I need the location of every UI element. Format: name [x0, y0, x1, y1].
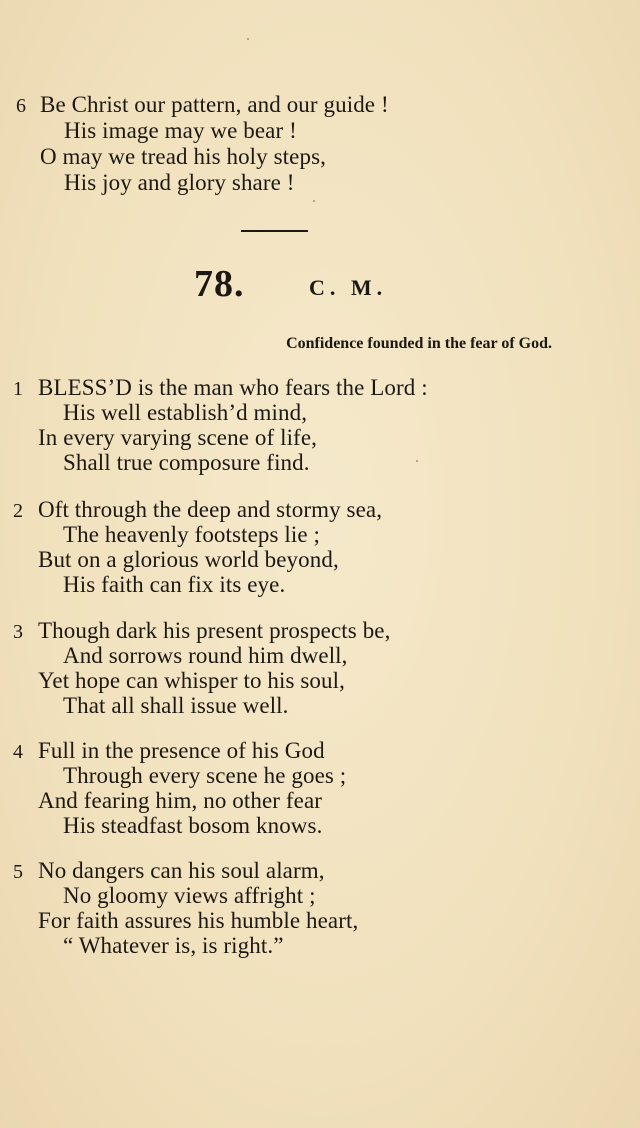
ink-speck	[313, 200, 315, 202]
hymn-number: 78.	[194, 263, 245, 305]
verse-line: His steadfast bosom knows.	[63, 813, 323, 838]
verse-line: And sorrows round him dwell,	[63, 643, 348, 668]
verse-line: Be Christ our pattern, and our guide !	[40, 92, 389, 117]
verse-line: No dangers can his soul alarm,	[38, 858, 325, 883]
verse-line: Oft through the deep and stormy sea,	[38, 497, 383, 522]
verse-line: Though dark his present prospects be,	[38, 618, 391, 643]
verse-line: Shall true composure find.	[63, 450, 310, 475]
verse-number: 1	[13, 378, 23, 400]
ink-speck	[416, 460, 418, 462]
verse-line: O may we tread his holy steps,	[40, 144, 326, 169]
verse-line: His joy and glory share !	[64, 170, 295, 195]
verse-line: His faith can fix its eye.	[63, 572, 286, 597]
verse-line: The heavenly footsteps lie ;	[63, 522, 321, 547]
verse-line: BLESS’D is the man who fears the Lord :	[38, 375, 428, 400]
ink-speck	[247, 38, 249, 40]
section-divider	[241, 230, 308, 232]
verse-number: 3	[13, 621, 23, 643]
verse-line: His image may we bear !	[64, 118, 297, 143]
verse-line: But on a glorious world beyond,	[38, 547, 339, 572]
verse-line: And fearing him, no other fear	[38, 788, 323, 813]
verse-line: That all shall issue well.	[63, 693, 289, 718]
verse-number: 4	[13, 741, 23, 763]
verse-line: Yet hope can whisper to his soul,	[38, 668, 345, 693]
verse-number: 5	[13, 861, 23, 883]
verse-number: 2	[13, 500, 23, 522]
verse-number: 6	[16, 95, 26, 117]
verse-line: Full in the presence of his God	[38, 738, 325, 763]
verse-line: For faith assures his humble heart,	[38, 908, 359, 933]
hymn-meter: C. M.	[309, 275, 388, 300]
verse-line: Through every scene he goes ;	[63, 763, 347, 788]
hymn-title: Confidence founded in the fear of God.	[286, 335, 552, 352]
verse-line: His well establish’d mind,	[63, 400, 308, 425]
verse-line: In every varying scene of life,	[38, 425, 317, 450]
verse-line: No gloomy views affright ;	[63, 883, 316, 908]
verse-line: “ Whatever is, is right.”	[63, 933, 284, 958]
